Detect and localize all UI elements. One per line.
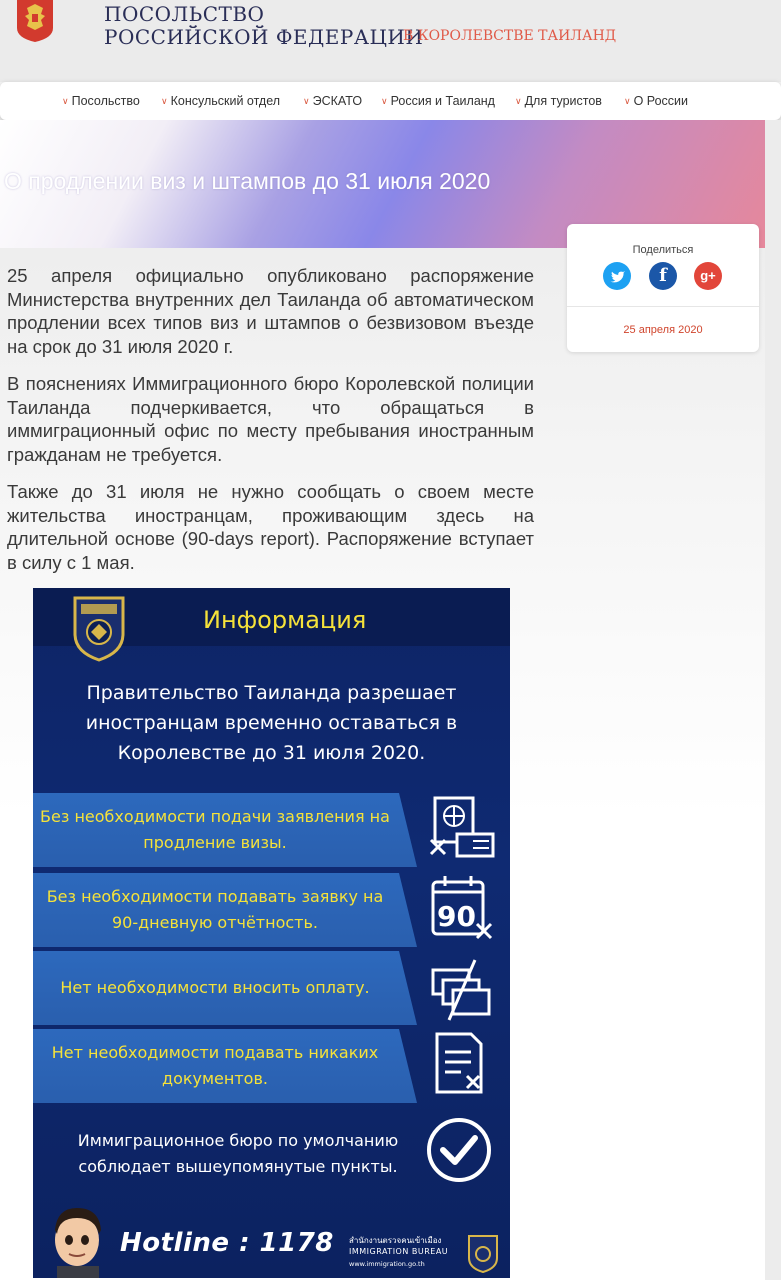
- bureau-name: IMMIGRATION BUREAU: [349, 1247, 449, 1256]
- nav-item-label: Россия и Таиланд: [390, 94, 495, 108]
- immigration-infographic: [33, 588, 510, 1278]
- share-card: [567, 224, 759, 352]
- nav-item-label: Консульский отдел: [170, 94, 281, 108]
- nav-item-about-russia[interactable]: [624, 94, 688, 108]
- calendar-90-icon: [427, 874, 497, 942]
- no-money-icon: [427, 956, 497, 1024]
- nav-item-tourists[interactable]: [515, 94, 602, 108]
- publish-date: 25 апреля 2020: [623, 324, 703, 336]
- bureau-name-thai: สำนักงานตรวจคนเข้าเมือง: [349, 1236, 442, 1245]
- check-circle-icon: [425, 1116, 493, 1184]
- visa-passport-icon: [427, 794, 497, 862]
- calendar-90-label: 90: [437, 900, 476, 933]
- feature-text: Без необходимости подачи заявления на продление визы.: [40, 807, 390, 852]
- nav-item-label: Посольство: [71, 94, 140, 108]
- nav-item-consular[interactable]: [161, 94, 280, 108]
- chevron-down-icon: ∨: [624, 96, 631, 106]
- nav-item-escap[interactable]: [303, 94, 362, 108]
- nav-item-label: Для туристов: [524, 94, 602, 108]
- article-paragraph: В пояснениях Иммиграционного бюро Королевской полиции Таиланда подчеркивается, что обращаться в иммиграционный офис по месту пребывания иностранным гражданам не требуется.: [7, 373, 534, 465]
- facebook-icon: f: [659, 265, 667, 286]
- hotline-label: Hotline : 1178: [120, 1228, 334, 1258]
- twitter-icon: [603, 262, 631, 290]
- article-paragraph: 25 апреля официально опубликовано распоряжение Министерства внутренних дел Таиланда об автоматическом продлении всех типов виз и штампов о безвизовом въезде на срок до 31 июля 2020 г.: [7, 265, 534, 357]
- google-plus-icon: g+: [700, 268, 716, 283]
- police-mascot-icon: [47, 1200, 109, 1278]
- org-name-line1[interactable]: ПОСОЛЬСТВО: [104, 2, 265, 26]
- google-plus-share-button[interactable]: [694, 262, 722, 290]
- bureau-url: www.immigration.go.th: [349, 1260, 425, 1268]
- nav-item-label: О России: [633, 94, 688, 108]
- share-label: Поделиться: [632, 244, 694, 256]
- nav-item-russia-thailand[interactable]: [381, 94, 495, 108]
- site-header: [0, 0, 781, 82]
- feature-text: Нет необходимости вносить оплату.: [60, 978, 370, 997]
- immigration-bureau-logo-icon: [467, 1234, 499, 1274]
- chevron-down-icon: ∨: [515, 96, 522, 106]
- org-name-line2[interactable]: РОССИЙСКОЙ ФЕДЕРАЦИИ: [104, 25, 424, 49]
- facebook-share-button[interactable]: [649, 262, 677, 290]
- chevron-down-icon: ∨: [303, 96, 310, 106]
- main-nav: [0, 82, 781, 120]
- russian-coat-of-arms-icon[interactable]: [15, 0, 55, 42]
- document-x-icon: [427, 1030, 497, 1098]
- infographic-intro: Правительство Таиланда разрешает иностранцам временно оставаться в Королевстве до 31 июля 2020.: [85, 682, 458, 764]
- nav-item-embassy[interactable]: [62, 94, 140, 108]
- article-paragraph: Также до 31 июля не нужно сообщать о своем месте жительства иностранцам, проживающим здесь на длительной основе (90-days report). Распоряжение вступает в силу с 1 мая.: [7, 481, 534, 573]
- infographic-footer-text: Иммиграционное бюро по умолчанию соблюдает вышеупомянутые пункты.: [77, 1131, 399, 1176]
- chevron-down-icon: ∨: [62, 96, 69, 106]
- nav-item-label: ЭСКАТО: [312, 94, 363, 108]
- divider: [567, 306, 759, 307]
- feature-text: Нет необходимости подавать никаких документов.: [51, 1043, 379, 1088]
- feature-text: Без необходимости подавать заявку на 90-дневную отчётность.: [46, 887, 384, 932]
- org-country: В КОРОЛЕВСТВЕ ТАИЛАНД: [403, 28, 617, 44]
- twitter-share-button[interactable]: [603, 262, 631, 290]
- chevron-down-icon: ∨: [381, 96, 388, 106]
- chevron-down-icon: ∨: [161, 96, 168, 106]
- page-edge: [765, 120, 781, 1280]
- page-title: О продлении виз и штампов до 31 июля 2020: [4, 168, 491, 194]
- police-badge-icon: [71, 594, 127, 662]
- infographic-heading: Информация: [203, 606, 367, 634]
